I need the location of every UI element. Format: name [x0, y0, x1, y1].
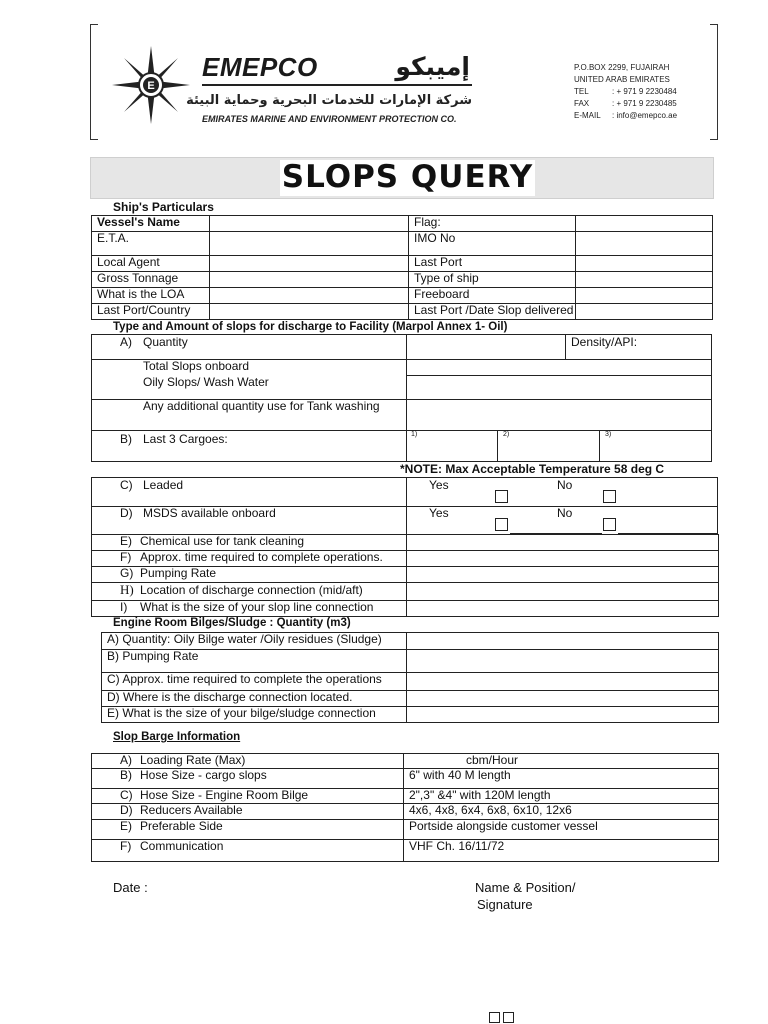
hose-cargo-value: 6" with 40 M length	[404, 769, 719, 789]
table-row	[92, 820, 719, 840]
signature-label: Signature	[477, 897, 533, 912]
discharge-location-label: H) Location of discharge connection (mid/aft)	[92, 583, 407, 601]
local-agent-field[interactable]	[210, 256, 409, 272]
table-row	[92, 754, 719, 769]
cargo-1-field[interactable]	[407, 431, 497, 462]
brand-name-ar: إميبكو	[395, 52, 470, 81]
pumping-rate-field[interactable]	[407, 567, 719, 583]
chemical-field[interactable]	[407, 535, 719, 551]
table-row	[92, 288, 713, 304]
header-bracket-right	[710, 24, 718, 140]
item-letter: A)	[120, 335, 132, 349]
pumping-rate-label: G) Pumping Rate	[92, 567, 407, 583]
quantity-field[interactable]	[407, 335, 565, 359]
bilge-discharge-location-label: D) Where is the discharge connection located.	[102, 691, 407, 707]
oily-slops-field[interactable]	[407, 376, 712, 399]
imo-field[interactable]	[576, 232, 713, 256]
square-icon	[489, 1012, 500, 1023]
last-port-country-field[interactable]	[210, 304, 409, 320]
date-label: Date :	[113, 880, 148, 895]
loa-label: What is the LOA	[92, 288, 210, 304]
preferable-side-value: Portside alongside customer vessel	[404, 820, 719, 840]
table-row	[92, 567, 719, 583]
table-row	[92, 551, 719, 567]
reducers-value: 4x6, 4x8, 6x4, 6x8, 6x10, 12x6	[404, 804, 719, 820]
gross-tonnage-label: Gross Tonnage	[92, 272, 210, 288]
bilge-pumping-rate-label: B) Pumping Rate	[102, 650, 407, 673]
loading-rate-value: cbm/Hour	[404, 754, 719, 769]
table-row	[92, 304, 713, 320]
msds-label: MSDS available onboard	[143, 506, 276, 520]
local-agent-label: Local Agent	[92, 256, 210, 272]
brand-name-en: EMEPCO	[202, 52, 318, 82]
bilge-heading: Engine Room Bilges/Sludge : Quantity (m3)	[113, 617, 351, 629]
brand-full-name-ar: شركة الإمارات للخدمات البحرية وحماية البيئة	[186, 93, 472, 108]
last-slop-delivered-label: Last Port /Date Slop delivered	[409, 304, 576, 320]
ship-type-label: Type of ship	[409, 272, 576, 288]
msds-yes-checkbox[interactable]	[495, 518, 508, 531]
oily-slops-label: Oily Slops/ Wash Water	[143, 375, 269, 389]
item-letter: C)	[120, 478, 133, 492]
leaded-label: Leaded	[143, 478, 184, 492]
loading-rate-label: A) Loading Rate (Max)	[92, 754, 404, 769]
eta-field[interactable]	[210, 232, 409, 256]
svg-text:E: E	[147, 80, 155, 92]
leaded-yes-label: Yes	[429, 478, 449, 492]
fax-line: FAX : + 971 9 2230485	[574, 99, 677, 108]
square-icon	[503, 1012, 514, 1023]
slop-line-size-field[interactable]	[407, 601, 719, 617]
table-row	[92, 583, 719, 601]
density-divider	[565, 334, 566, 359]
reducers-label: D) Reducers Available	[92, 804, 404, 820]
table-row	[102, 650, 719, 673]
table-row	[102, 691, 719, 707]
msds-yes-label: Yes	[429, 506, 449, 520]
communication-value: VHF Ch. 16/11/72	[404, 840, 719, 862]
preferable-side-label: E) Preferable Side	[92, 820, 404, 840]
additional-quantity-label: Any additional quantity use for Tank washing	[143, 399, 380, 413]
msds-no-checkbox[interactable]	[603, 518, 616, 531]
table-row	[92, 216, 713, 232]
header-bracket-left	[90, 24, 98, 140]
table-row	[92, 804, 719, 820]
ships-particulars-table	[91, 215, 713, 320]
address-line-1: P.O.BOX 2299, FUJAIRAH	[574, 63, 670, 72]
brand-full-name-en: EMIRATES MARINE AND ENVIRONMENT PROTECTION CO.	[202, 114, 457, 124]
bilge-table	[101, 632, 719, 723]
slops-heading: Type and Amount of slops for discharge to Facility (Marpol Annex 1- Oil)	[113, 321, 508, 333]
bilge-quantity-label: A) Quantity: Oily Bilge water /Oily residues (Sludge)	[102, 633, 407, 650]
leaded-no-label: No	[557, 478, 573, 492]
operations-table	[91, 534, 719, 617]
table-row	[92, 535, 719, 551]
bilge-discharge-location-field[interactable]	[407, 691, 719, 707]
table-row	[92, 769, 719, 789]
total-slops-field[interactable]	[407, 360, 712, 375]
table-row	[102, 633, 719, 650]
eta-label: E.T.A.	[92, 232, 210, 256]
last-port-field[interactable]	[576, 256, 713, 272]
bilge-quantity-field[interactable]	[407, 633, 719, 650]
table-row	[102, 707, 719, 723]
leaded-no-checkbox[interactable]	[603, 490, 616, 503]
table-row	[92, 272, 713, 288]
name-position-label: Name & Position/	[475, 880, 576, 895]
slop-line-size-label: I) What is the size of your slop line connection	[92, 601, 407, 617]
cargo-2-field[interactable]	[498, 431, 599, 462]
bilge-connection-size-field[interactable]	[407, 707, 719, 723]
cargo-3-marker: 3)	[605, 431, 612, 438]
table-row	[92, 256, 713, 272]
freeboard-label: Freeboard	[409, 288, 576, 304]
total-slops-label: Total Slops onboard	[143, 359, 250, 373]
item-letter: D)	[120, 506, 133, 520]
additional-quantity-field[interactable]	[407, 400, 712, 430]
ship-type-field[interactable]	[576, 272, 713, 288]
density-label: Density/API:	[571, 335, 638, 349]
tel-line: TEL : + 971 9 2230484	[574, 87, 677, 96]
freeboard-field[interactable]	[576, 288, 713, 304]
chemical-label: E) Chemical use for tank cleaning	[92, 535, 407, 551]
loa-field[interactable]	[210, 288, 409, 304]
last-cargoes-label: Last 3 Cargoes:	[143, 432, 228, 446]
bilge-pumping-rate-field[interactable]	[407, 650, 719, 673]
hose-cargo-label: B) Hose Size - cargo slops	[92, 769, 404, 789]
quantity-label: Quantity	[143, 335, 188, 349]
approx-time-label: F) Approx. time required to complete operations.	[92, 551, 407, 567]
table-row	[92, 840, 719, 862]
cargo-1-marker: 1)	[411, 431, 418, 438]
brand-underline	[202, 84, 472, 86]
discharge-location-field[interactable]	[407, 583, 719, 601]
hose-bilge-value: 2",3" &4" with 120M length	[404, 789, 719, 804]
table-row	[92, 789, 719, 804]
vessel-name-field[interactable]	[210, 216, 409, 232]
temperature-note: *NOTE: Max Acceptable Temperature 58 deg C	[400, 462, 665, 476]
imo-label: IMO No	[409, 232, 576, 256]
compass-rose-logo-icon	[110, 44, 192, 126]
bilge-approx-time-label: C) Approx. time required to complete the operations	[102, 673, 407, 691]
last-port-country-label: Last Port/Country	[92, 304, 210, 320]
item-letter: B)	[120, 432, 132, 446]
last-slop-delivered-field[interactable]	[576, 304, 713, 320]
cargo-3-field[interactable]	[600, 431, 712, 462]
approx-time-field[interactable]	[407, 551, 719, 567]
table-row	[92, 601, 719, 617]
barge-table	[91, 753, 719, 862]
cargo-2-marker: 2)	[503, 431, 510, 438]
communication-label: F) Communication	[92, 840, 404, 862]
barge-heading: Slop Barge Information	[113, 731, 241, 743]
table-row	[92, 232, 713, 256]
leaded-yes-checkbox[interactable]	[495, 490, 508, 503]
msds-no-label: No	[557, 506, 573, 520]
vessel-name-label: Vessel's Name	[92, 216, 210, 232]
hose-bilge-label: C) Hose Size - Engine Room Bilge	[92, 789, 404, 804]
email-line: E-MAIL : info@emepco.ae	[574, 111, 678, 120]
bilge-approx-time-field[interactable]	[407, 673, 719, 691]
ships-particulars-heading: Ship's Particulars	[113, 200, 214, 214]
gross-tonnage-field[interactable]	[210, 272, 409, 288]
address-line-2: UNITED ARAB EMIRATES	[574, 75, 670, 84]
table-row	[102, 673, 719, 691]
bilge-connection-size-label: E) What is the size of your bilge/sludge connection	[102, 707, 407, 723]
last-port-label: Last Port	[409, 256, 576, 272]
page-title: SLOPS QUERY	[281, 159, 534, 195]
flag-label: Flag:	[409, 216, 576, 232]
flag-field[interactable]	[576, 216, 713, 232]
company-address	[574, 62, 677, 122]
